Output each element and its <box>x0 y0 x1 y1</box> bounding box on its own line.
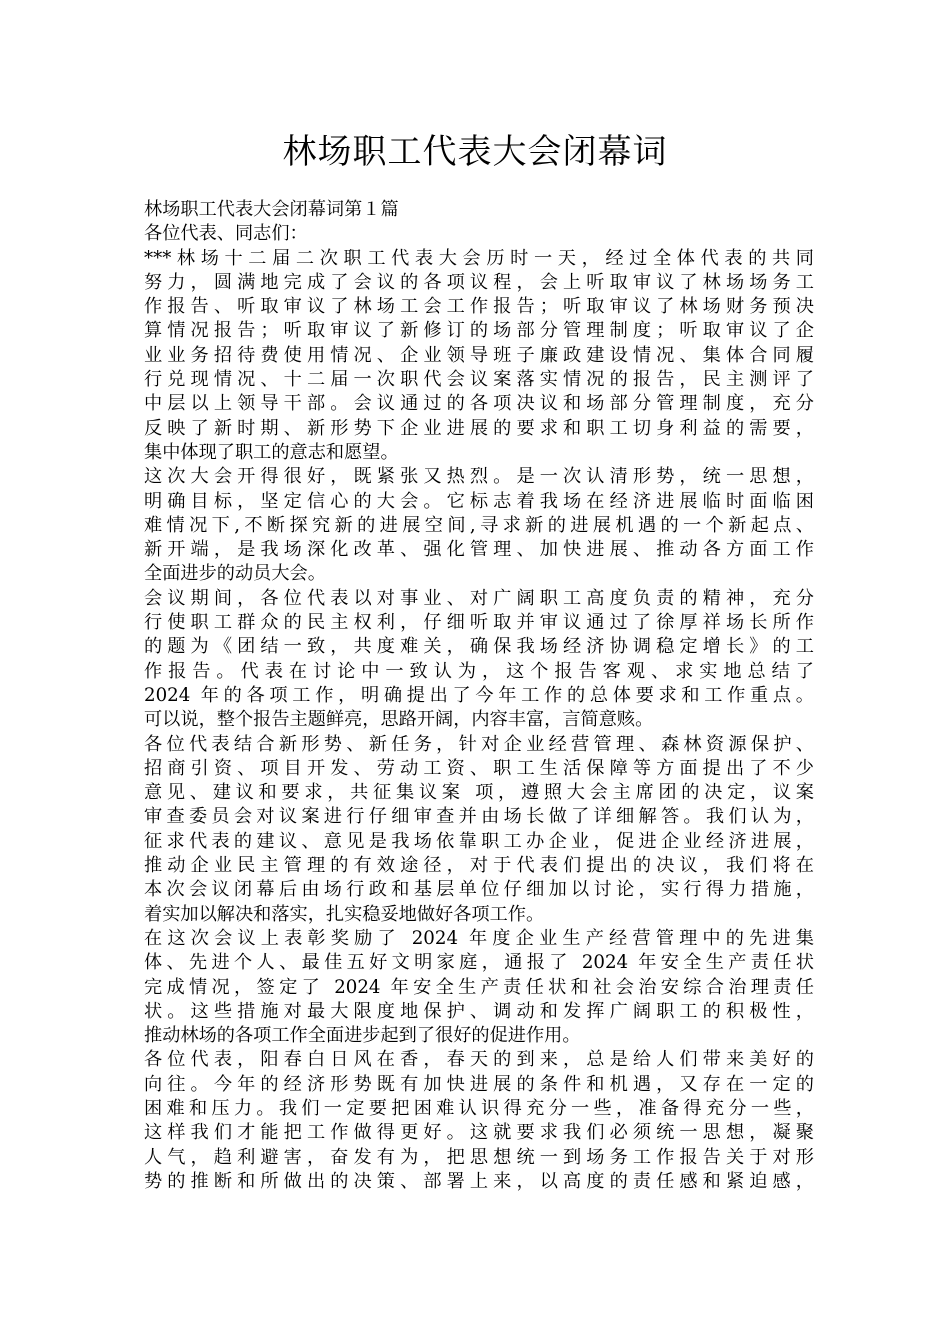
text-line: 向往。今年的经济形势既有加快进展的条件和机遇，又存在一定的 <box>144 1073 814 1095</box>
text-line: 各位代表、同志们： <box>144 223 308 245</box>
document-title: 林场职工代表大会闭幕词 <box>282 132 668 172</box>
text-line: 新开端，是我场深化改革、强化管理、加快进展、推动各方面工作 <box>144 539 814 561</box>
text-line: 在这次会议上表彰奖励了 2024 年度企业生产经营管理中的先进集 <box>144 927 814 949</box>
text-line: 完成情况，签定了 2024 年安全生产责任状和社会治安综合治理责任 <box>144 976 814 998</box>
text-line: 明确目标，坚定信心的大会。它标志着我场在经济进展临时面临困 <box>144 490 814 512</box>
text-line: 作报告、听取审议了林场工会工作报告；听取审议了林场财务预决 <box>144 296 814 318</box>
text-line: 困难和压力。我们一定要把困难认识得充分一些，准备得充分一些， <box>144 1097 814 1119</box>
text-line: 体、先进个人、最佳五好文明家庭，通报了 2024 年安全生产责任状 <box>144 952 814 974</box>
text-line: 行使职工群众的民主权利，仔细听取并审议通过了徐厚祥场长所作 <box>144 612 814 634</box>
text-line: ***林场十二届二次职工代表大会历时一天，经过全体代表的共同 <box>144 247 814 269</box>
text-line: 审查委员会对议案进行仔细审查并由场长做了详细解答。我们认为， <box>144 806 814 828</box>
text-line: 可以说，整个报告主题鲜亮，思路开阔，内容丰富，言简意赅。 <box>144 709 654 731</box>
text-line: 难情况下,不断探究新的进展空间,寻求新的进展机遇的一个新起点、 <box>144 514 814 536</box>
text-line: 2024 年的各项工作，明确提出了今年工作的总体要求和工作重点。 <box>144 684 814 706</box>
text-line: 各位代表结合新形势、新任务，针对企业经营管理、森林资源保护、 <box>144 733 814 755</box>
text-line: 这样我们才能把工作做得更好。这就要求我们必须统一思想，凝聚 <box>144 1122 814 1144</box>
text-line: 反映了新时期、新形势下企业进展的要求和职工切身利益的需要， <box>144 417 814 439</box>
text-line: 意见、建议和要求，共征集议案 项，遵照大会主席团的决定，议案 <box>144 782 814 804</box>
text-line: 的题为《团结一致，共度难关，确保我场经济协调稳定增长》的工 <box>144 636 814 658</box>
text-line: 推动企业民主管理的有效途径，对于代表们提出的决议，我们将在 <box>144 855 814 877</box>
document-body <box>144 198 814 1194</box>
text-line: 作报告。代表在讨论中一致认为，这个报告客观、求实地总结了 <box>144 660 814 682</box>
text-line: 集中体现了职工的意志和愿望。 <box>144 441 399 463</box>
text-line: 征求代表的建议、意见是我场依靠职工办企业，促进企业经济进展， <box>144 830 814 852</box>
text-line: 推动林场的各项工作全面进步起到了很好的促进作用。 <box>144 1025 581 1047</box>
text-line: 人气，趋利避害，奋发有为，把思想统一到场务工作报告关于对形 <box>144 1146 814 1168</box>
text-line: 业业务招待费使用情况、企业领导班子廉政建设情况、集体合同履 <box>144 344 814 366</box>
text-line: 中层以上领导干部。会议通过的各项决议和场部分管理制度，充分 <box>144 393 814 415</box>
text-line: 林场职工代表大会闭幕词第１篇 <box>144 199 399 220</box>
text-line: 招商引资、项目开发、劳动工资、职工生活保障等方面提出了不少 <box>144 757 814 779</box>
text-line: 努力，圆满地完成了会议的各项议程，会上听取审议了林场场务工 <box>144 271 814 293</box>
text-line: 会议期间，各位代表以对事业、对广阔职工高度负责的精神，充分 <box>144 587 814 609</box>
text-line: 行兑现情况、十二届一次职代会议案落实情况的报告，民主测评了 <box>144 369 814 391</box>
text-line: 各位代表，阳春白日风在香，春天的到来，总是给人们带来美好的 <box>144 1049 814 1071</box>
text-line: 着实加以解决和落实，扎实稳妥地做好各项工作。 <box>144 903 545 925</box>
text-line: 势的推断和所做出的决策、部署上来，以高度的责任感和紧迫感， <box>144 1170 814 1192</box>
text-line: 算情况报告；听取审议了新修订的场部分管理制度；听取审议了企 <box>144 320 814 342</box>
text-line: 这次大会开得很好，既紧张又热烈。是一次认清形势，统一思想， <box>144 466 814 488</box>
text-line: 本次会议闭幕后由场行政和基层单位仔细加以讨论，实行得力措施， <box>144 879 814 901</box>
text-line: 全面进步的动员大会。 <box>144 563 326 585</box>
text-line: 状。这些措施对最大限度地保护、调动和发挥广阔职工的积极性， <box>144 1000 814 1022</box>
